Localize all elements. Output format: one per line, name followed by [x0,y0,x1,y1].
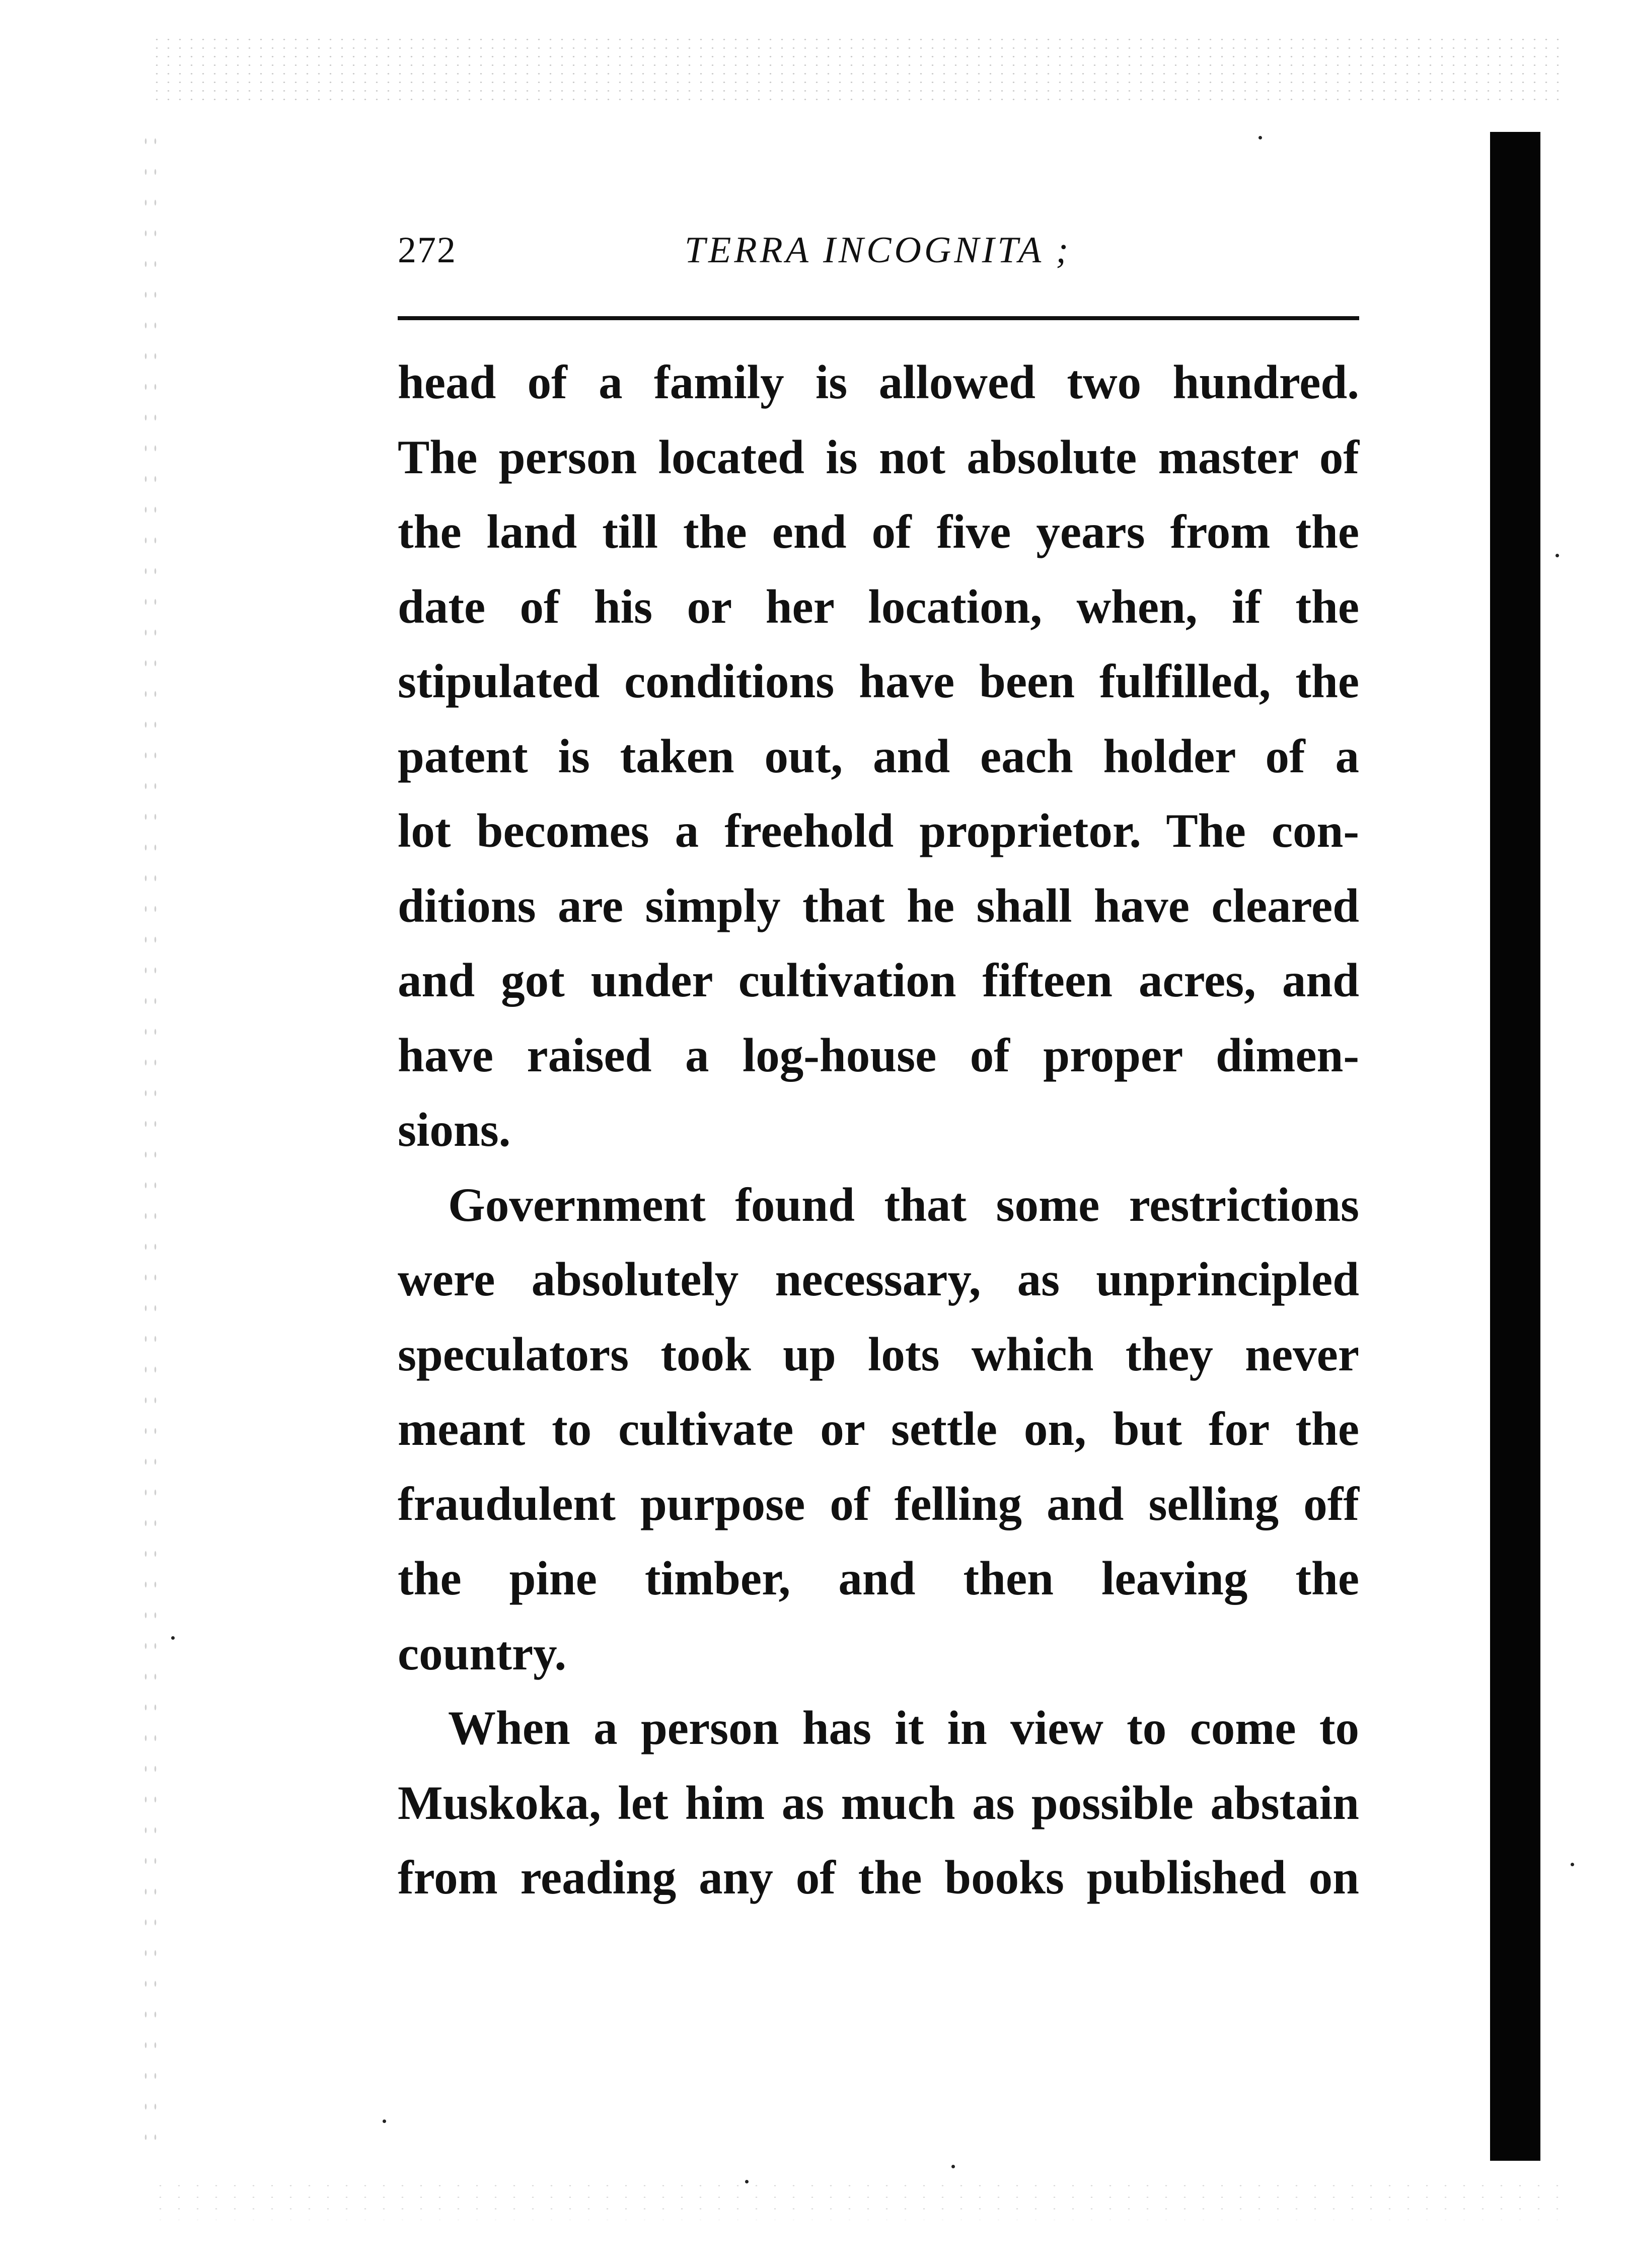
scan-noise-left [141,126,161,2140]
text-line: the pine timber, and then leaving the [398,1552,1359,1605]
paragraph-2 [398,1167,1359,1691]
text-line: date of his or her location, when, if the [398,579,1359,633]
body-text [398,345,1359,1915]
text-line: fraudulent purpose of felling and selling off [398,1477,1359,1530]
running-head: TERRA INCOGNITA ; [685,230,1072,271]
text-line: Muskoka, let him as much as possible abstain [398,1776,1359,1830]
scan-noise-bottom [151,2180,1561,2220]
paragraph-1 [398,345,1359,1167]
scan-speck [383,2119,386,2123]
header-rule [398,316,1359,320]
text-line: head of a family is allowed two hundred. [398,355,1359,409]
text-line: The person located is not absolute master of [398,430,1359,484]
scan-speck [951,2165,955,2168]
scan-speck [1571,1863,1574,1866]
text-line: country. [398,1626,567,1680]
text-line: from reading any of the books published on [398,1851,1359,1904]
page-number: 272 [398,230,457,271]
scan-speck [745,2180,749,2183]
text-line: When a person has it in view to come to [448,1701,1359,1754]
scan-speck [1258,136,1262,139]
text-line: meant to cultivate or settle on, but for the [398,1402,1359,1455]
text-line: ditions are simply that he shall have cleared [398,879,1359,932]
text-line: lot becomes a freehold proprietor. The con- [398,804,1359,857]
text-line: were absolutely necessary, as unprincipled [398,1253,1359,1306]
text-line: Government found that some restrictions [448,1178,1359,1231]
paragraph-3 [398,1691,1359,1915]
text-line: speculators took up lots which they never [398,1327,1359,1381]
scan-speck [171,1636,175,1640]
scan-noise-top [151,35,1561,106]
page-header [398,229,1354,289]
text-line: the land till the end of five years from the [398,505,1359,558]
text-line: and got under cultivation fifteen acres, and [398,954,1359,1007]
text-line: stipulated conditions have been fulfilled, the [398,654,1359,708]
scan-binding-shadow [1490,132,1540,2161]
text-line: have raised a log-house of proper dimen- [398,1028,1359,1082]
text-line: patent is taken out, and each holder of a [398,729,1359,783]
text-line: sions. [398,1103,511,1156]
scan-speck [1556,554,1559,557]
